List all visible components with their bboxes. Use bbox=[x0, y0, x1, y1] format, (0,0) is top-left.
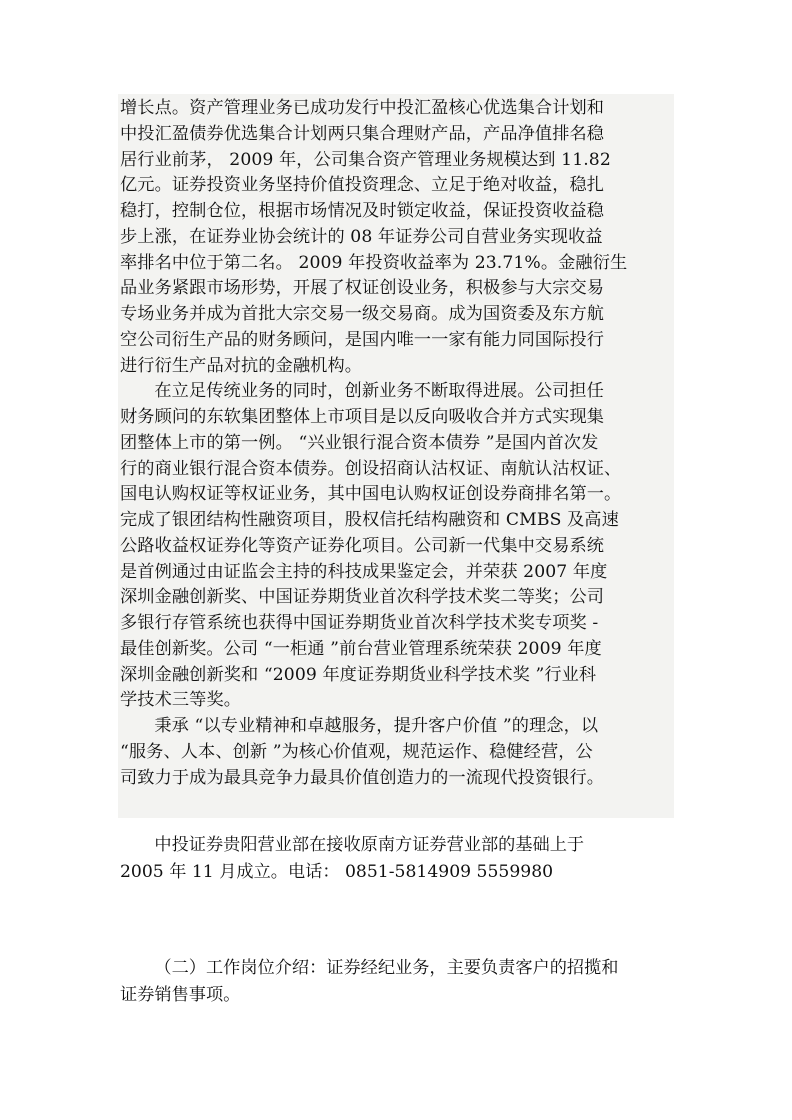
text-line: 国电认购权证等权证业务，其中国电认购权证创设券商排名第一。 bbox=[120, 484, 622, 505]
text-line: 稳打，控制仓位，根据市场情况及时锁定收益，保证投资收益稳 bbox=[120, 201, 605, 221]
text-line: 公路收益权证券化等资产证券化项目。公司新一代集中交易系统 bbox=[120, 535, 605, 556]
text-line: 中投汇盈债券优选集合计划两只集合理财产品，产品净值排名稳 bbox=[120, 123, 605, 144]
text-line: “服务、人本、创新 ”为核心价值观，规范运作、稳健经营，公 bbox=[120, 741, 593, 762]
business-growth-paragraph bbox=[120, 96, 672, 379]
text-line: 最佳创新奖。公司 “一柜通 ”前台营业管理系统荣获 2009 年度 bbox=[120, 638, 602, 659]
text-line: 步上涨，在证券业协会统计的 08 年证券公司自营业务实现收益 bbox=[120, 226, 603, 247]
text-line: 品业务紧跟市场形势，开展了权证创设业务，积极参与大宗交易 bbox=[120, 278, 605, 299]
text-line: 是首例通过由证监会主持的科技成果鉴定会，并荣获 2007 年度 bbox=[120, 561, 608, 582]
text-line: 2005 年 11 月成立。电话： 0851-5814909 5559980 bbox=[120, 862, 554, 882]
text-line: 增长点。资产管理业务已成功发行中投汇盈核心优选集合计划和 bbox=[120, 98, 605, 118]
text-line: 行的商业银行混合资本债券。创设招商认沽权证、南航认沽权证、 bbox=[120, 458, 622, 479]
company-profile-section bbox=[120, 96, 672, 791]
text-line: 证券销售事项。 bbox=[120, 985, 241, 1005]
text-line: 秉承 “以专业精神和卓越服务，提升客户价值 ”的理念，以 bbox=[154, 716, 599, 736]
text-line: 深圳金融创新奖、中国证券期货业首次科学技术奖二等奖；公司 bbox=[120, 587, 605, 608]
philosophy-paragraph bbox=[120, 714, 672, 791]
text-line: 财务顾问的东软集团整体上市项目是以反向吸收合并方式实现集 bbox=[120, 407, 605, 427]
text-line: 司致力于成为最具竞争力最具价值创造力的一流现代投资银行。 bbox=[120, 767, 605, 788]
text-line: （二）工作岗位介绍：证券经纪业务，主要负责客户的招揽和 bbox=[154, 958, 619, 978]
text-line: 进行衍生产品对抗的金融机构。 bbox=[120, 355, 363, 376]
innovation-paragraph bbox=[120, 379, 672, 714]
text-line: 多银行存管系统也获得中国证券期货业首次科学技术奖专项奖 - bbox=[120, 613, 599, 633]
text-line: 在立足传统业务的同时，创新业务不断取得进展。公司担任 bbox=[154, 381, 604, 402]
text-line: 深圳金融创新奖和 “2009 年度证券期货业科学技术奖 ”行业科 bbox=[120, 664, 597, 685]
job-description-paragraph bbox=[120, 955, 672, 1009]
text-line: 学技术三等奖。 bbox=[120, 690, 242, 711]
text-line: 空公司衍生产品的财务顾问，是国内唯一一家有能力同国际投行 bbox=[120, 329, 605, 350]
text-line: 完成了银团结构性融资项目，股权信托结构融资和 CMBS 及高速 bbox=[120, 510, 619, 530]
text-line: 中投证券贵阳营业部在接收原南方证券营业部的基础上于 bbox=[154, 835, 585, 855]
text-line: 专场业务并成为首批大宗交易一级交易商。成为国资委及东方航 bbox=[120, 304, 605, 324]
text-line: 亿元。证券投资业务坚持价值投资理念、立足于绝对收益，稳扎 bbox=[120, 175, 605, 196]
text-line: 团整体上市的第一例。 “兴业银行混合资本债券 ”是国内首次发 bbox=[120, 432, 599, 453]
text-line: 率排名中位于第二名。 2009 年投资收益率为 23.71%。金融衍生 bbox=[120, 252, 628, 273]
text-line: 居行业前茅， 2009 年，公司集合资产管理业务规模达到 11.82 bbox=[120, 149, 611, 170]
guiyang-office-paragraph bbox=[120, 832, 672, 886]
